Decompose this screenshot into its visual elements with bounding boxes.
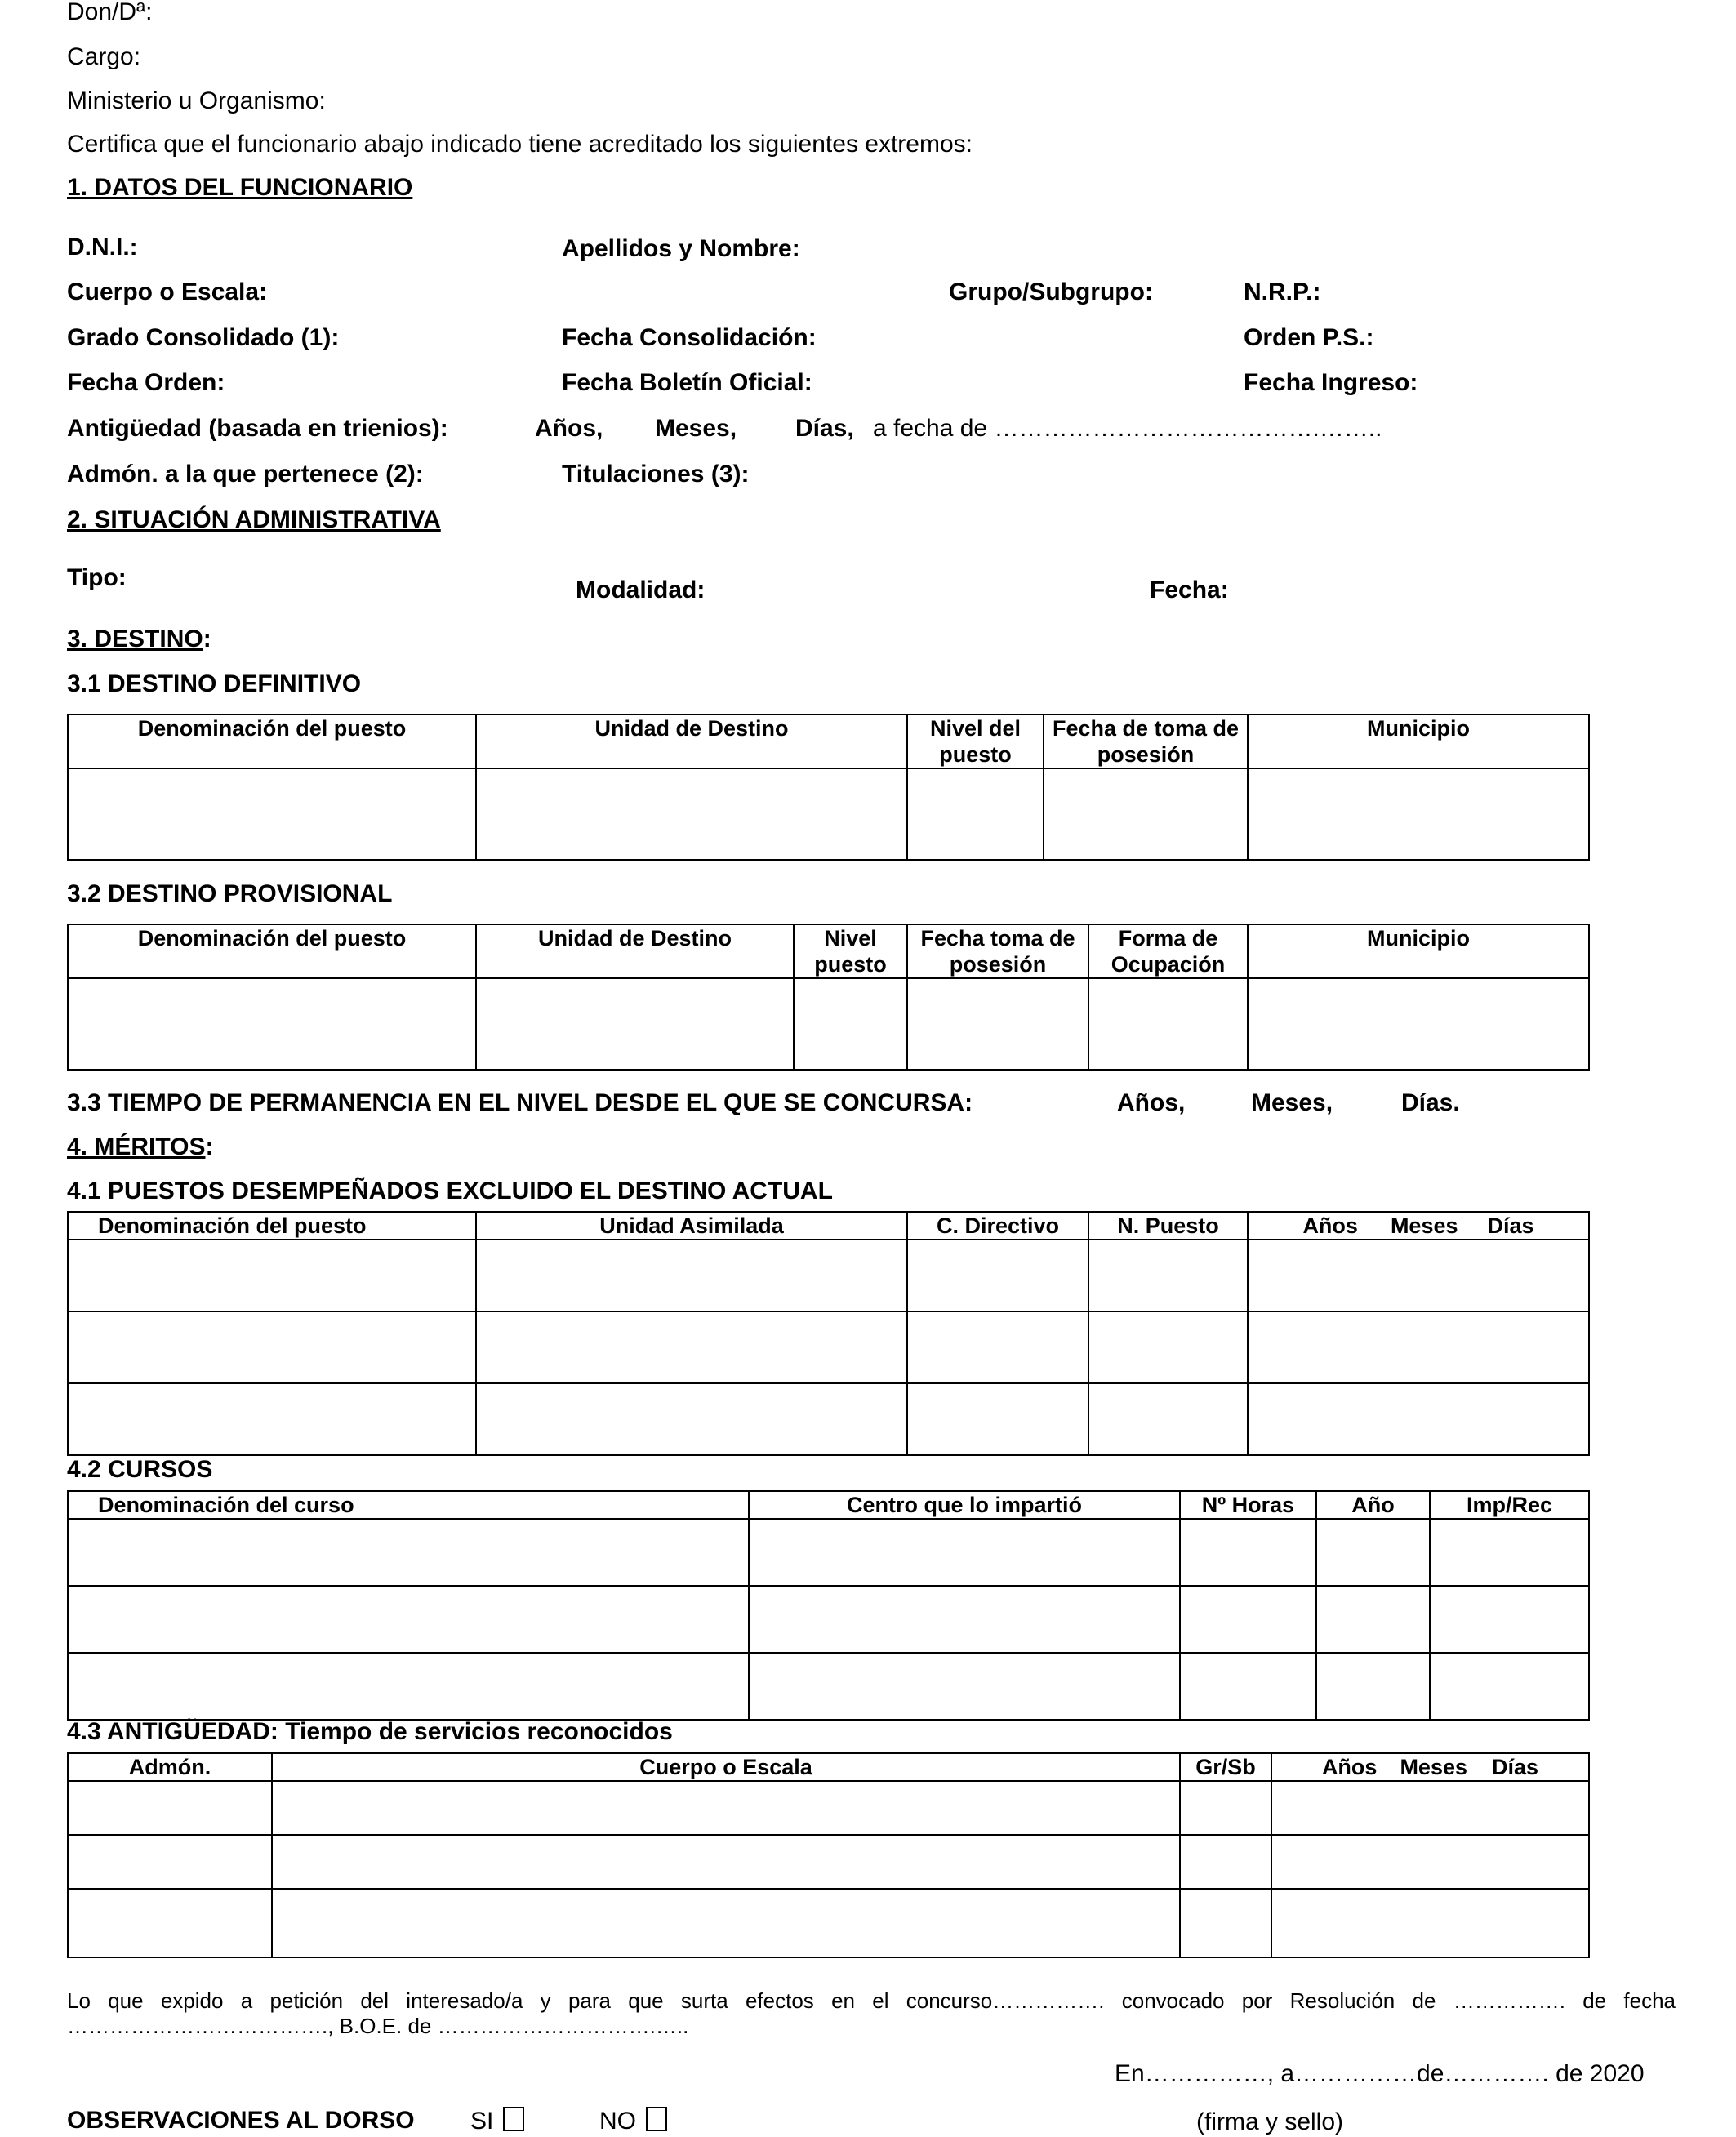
section-1-title: 1. DATOS DEL FUNCIONARIO	[67, 174, 413, 201]
table-header: Denominación del puesto	[68, 924, 476, 978]
table-cell[interactable]	[749, 1653, 1180, 1720]
table-cell[interactable]	[272, 1781, 1180, 1835]
table-header: Denominación del curso	[68, 1491, 749, 1519]
table-cell[interactable]	[1430, 1586, 1589, 1653]
cursos-table	[67, 1490, 1590, 1721]
permanencia-meses: Meses,	[1251, 1089, 1333, 1116]
table-cell[interactable]	[1180, 1835, 1271, 1889]
table-header: Cuerpo o Escala	[272, 1753, 1180, 1781]
fecha-boletin-label: Fecha Boletín Oficial:	[562, 369, 812, 396]
table-cell[interactable]	[272, 1889, 1180, 1957]
table-cell[interactable]	[68, 1383, 476, 1455]
no-option[interactable]	[599, 2107, 667, 2135]
anos-header: Años	[1302, 1213, 1358, 1238]
table-cell[interactable]	[476, 1311, 907, 1383]
table-cell[interactable]	[794, 978, 907, 1070]
destino-definitivo-table	[67, 714, 1590, 861]
table-header: Denominación del puesto	[68, 715, 476, 768]
cargo-label: Cargo:	[67, 43, 141, 70]
table-cell[interactable]	[68, 1889, 272, 1957]
table-cell[interactable]	[1180, 1653, 1316, 1720]
don-label: Don/Dª:	[67, 0, 153, 25]
table-cell[interactable]	[1248, 1383, 1589, 1455]
titulaciones-label: Titulaciones (3):	[562, 461, 750, 488]
table-header: Unidad de Destino	[476, 715, 907, 768]
table-header: Imp/Rec	[1430, 1491, 1589, 1519]
meses-header: Meses	[1400, 1755, 1467, 1779]
table-cell[interactable]	[68, 1586, 749, 1653]
antiguedad-meses: Meses,	[655, 415, 737, 442]
si-option[interactable]	[470, 2107, 524, 2135]
nrp-label: N.R.P.:	[1244, 278, 1321, 305]
table-header: Forma de Ocupación	[1088, 924, 1248, 978]
dias-header: Días	[1487, 1213, 1534, 1238]
tipo-label: Tipo:	[67, 564, 127, 591]
table-header: Denominación del puesto	[68, 1212, 476, 1240]
table-header: Municipio	[1248, 715, 1589, 768]
puestos-table	[67, 1211, 1590, 1456]
table-cell[interactable]	[907, 1383, 1088, 1455]
section-4-title: 4. MÉRITOS:	[67, 1133, 214, 1160]
table-cell[interactable]	[68, 1311, 476, 1383]
table-header: Nivel del puesto	[907, 715, 1044, 768]
table-cell[interactable]	[749, 1586, 1180, 1653]
ministerio-label: Ministerio u Organismo:	[67, 87, 326, 114]
fecha-consolidacion-label: Fecha Consolidación:	[562, 324, 817, 351]
table-cell[interactable]	[1430, 1519, 1589, 1586]
table-cell[interactable]	[68, 1781, 272, 1835]
lugar-fecha: En……………, a……………de…………. de 2020	[1115, 2060, 1645, 2087]
fecha-orden-label: Fecha Orden:	[67, 369, 225, 396]
table-cell[interactable]	[1088, 978, 1248, 1070]
cursos-title: 4.2 CURSOS	[67, 1456, 213, 1483]
table-cell[interactable]	[68, 1240, 476, 1311]
table-cell[interactable]	[68, 1835, 272, 1889]
antiguedad-anos: Años,	[535, 415, 603, 442]
antiguedad-label: Antigüedad (basada en trienios):	[67, 415, 448, 442]
grupo-label: Grupo/Subgrupo:	[949, 278, 1153, 305]
expido-text: Lo que expido a petición del interesado/a y para que surta efectos en el concurso……………. convocado por Resolución de ……………. de fecha	[67, 1988, 1676, 2013]
meses-header: Meses	[1390, 1213, 1458, 1238]
table-cell[interactable]	[1180, 1586, 1316, 1653]
table-cell[interactable]	[68, 1519, 749, 1586]
table-cell[interactable]	[749, 1519, 1180, 1586]
table-cell[interactable]	[907, 768, 1044, 860]
fecha-ingreso-label: Fecha Ingreso:	[1244, 369, 1418, 396]
table-cell[interactable]	[1180, 1781, 1271, 1835]
section-3-title: 3. DESTINO:	[67, 626, 211, 652]
table-cell[interactable]	[476, 1240, 907, 1311]
si-checkbox[interactable]	[503, 2107, 524, 2131]
table-header: C. Directivo	[907, 1212, 1088, 1240]
table-cell[interactable]	[1248, 978, 1589, 1070]
antiguedad-table	[67, 1752, 1590, 1958]
no-label: NO	[599, 2108, 636, 2135]
table-header: Fecha toma de posesión	[907, 924, 1088, 978]
antiguedad-servicios-title: 4.3 ANTIGÜEDAD: Tiempo de servicios reconocidos	[67, 1718, 673, 1745]
table-cell[interactable]	[1271, 1781, 1589, 1835]
table-cell[interactable]	[907, 1240, 1088, 1311]
destino-definitivo-title: 3.1 DESTINO DEFINITIVO	[67, 670, 362, 697]
table-header: Gr/Sb	[1180, 1753, 1271, 1781]
table-header: Año	[1316, 1491, 1430, 1519]
table-header	[1248, 1212, 1589, 1240]
table-cell[interactable]	[1088, 1311, 1248, 1383]
table-cell[interactable]	[1316, 1586, 1430, 1653]
puestos-title: 4.1 PUESTOS DESEMPEÑADOS EXCLUIDO EL DESTINO ACTUAL	[67, 1178, 833, 1204]
table-header	[1271, 1753, 1589, 1781]
table-cell[interactable]	[1271, 1835, 1589, 1889]
table-cell[interactable]	[1180, 1519, 1316, 1586]
table-cell[interactable]	[1316, 1519, 1430, 1586]
table-cell[interactable]	[68, 768, 476, 860]
table-cell[interactable]	[1271, 1889, 1589, 1957]
table-cell[interactable]	[1044, 768, 1248, 860]
table-header: Unidad Asimilada	[476, 1212, 907, 1240]
modalidad-label: Modalidad:	[576, 577, 706, 603]
table-cell[interactable]	[1180, 1889, 1271, 1957]
permanencia-dias: Días.	[1401, 1089, 1460, 1116]
anos-header: Años	[1321, 1755, 1378, 1779]
table-header: N. Puesto	[1088, 1212, 1248, 1240]
table-cell[interactable]	[1248, 768, 1589, 860]
table-cell[interactable]	[68, 978, 476, 1070]
table-cell[interactable]	[1248, 1311, 1589, 1383]
table-header: Nº Horas	[1180, 1491, 1316, 1519]
fecha-label: Fecha:	[1150, 577, 1229, 603]
table-cell[interactable]	[907, 978, 1088, 1070]
dias-header: Días	[1492, 1755, 1539, 1779]
table-cell[interactable]	[1430, 1653, 1589, 1720]
certifica-text: Certifica que el funcionario abajo indicado tiene acreditado los siguientes extremos:	[67, 131, 973, 158]
cuerpo-label: Cuerpo o Escala:	[67, 278, 268, 305]
table-cell[interactable]	[907, 1311, 1088, 1383]
orden-ps-label: Orden P.S.:	[1244, 324, 1374, 351]
table-cell[interactable]	[272, 1835, 1180, 1889]
table-header: Centro que lo impartió	[749, 1491, 1180, 1519]
antiguedad-fecha: a fecha de ………………………………….……..	[873, 415, 1382, 442]
table-cell[interactable]	[476, 1383, 907, 1455]
permanencia-anos: Años,	[1117, 1089, 1186, 1116]
table-cell[interactable]	[1088, 1383, 1248, 1455]
antiguedad-dias: Días,	[795, 415, 854, 442]
table-header: Municipio	[1248, 924, 1589, 978]
destino-provisional-table	[67, 924, 1590, 1071]
table-cell[interactable]	[1248, 1240, 1589, 1311]
table-cell[interactable]	[1316, 1653, 1430, 1720]
table-cell[interactable]	[476, 768, 907, 860]
no-checkbox[interactable]	[646, 2107, 667, 2131]
permanencia-title: 3.3 TIEMPO DE PERMANENCIA EN EL NIVEL DESDE EL QUE SE CONCURSA:	[67, 1089, 973, 1116]
table-cell[interactable]	[68, 1653, 749, 1720]
observaciones-label: OBSERVACIONES AL DORSO	[67, 2107, 415, 2134]
dni-label: D.N.I.:	[67, 234, 138, 260]
apellidos-label: Apellidos y Nombre:	[562, 235, 800, 262]
admon-label: Admón. a la que pertenece (2):	[67, 461, 424, 488]
destino-provisional-title: 3.2 DESTINO PROVISIONAL	[67, 880, 393, 907]
table-header: Nivel puesto	[794, 924, 907, 978]
table-header: Fecha de toma de posesión	[1044, 715, 1248, 768]
table-header: Unidad de Destino	[476, 924, 794, 978]
section-2-title: 2. SITUACIÓN ADMINISTRATIVA	[67, 506, 441, 533]
table-header: Admón.	[68, 1753, 272, 1781]
expido-text-line2: ………………………………., B.O.E. de ………………………….…..	[67, 2014, 689, 2038]
table-cell[interactable]	[1088, 1240, 1248, 1311]
grado-label: Grado Consolidado (1):	[67, 324, 340, 351]
table-cell[interactable]	[476, 978, 794, 1070]
firma-sello: (firma y sello)	[1196, 2108, 1344, 2135]
si-label: SI	[470, 2108, 494, 2135]
